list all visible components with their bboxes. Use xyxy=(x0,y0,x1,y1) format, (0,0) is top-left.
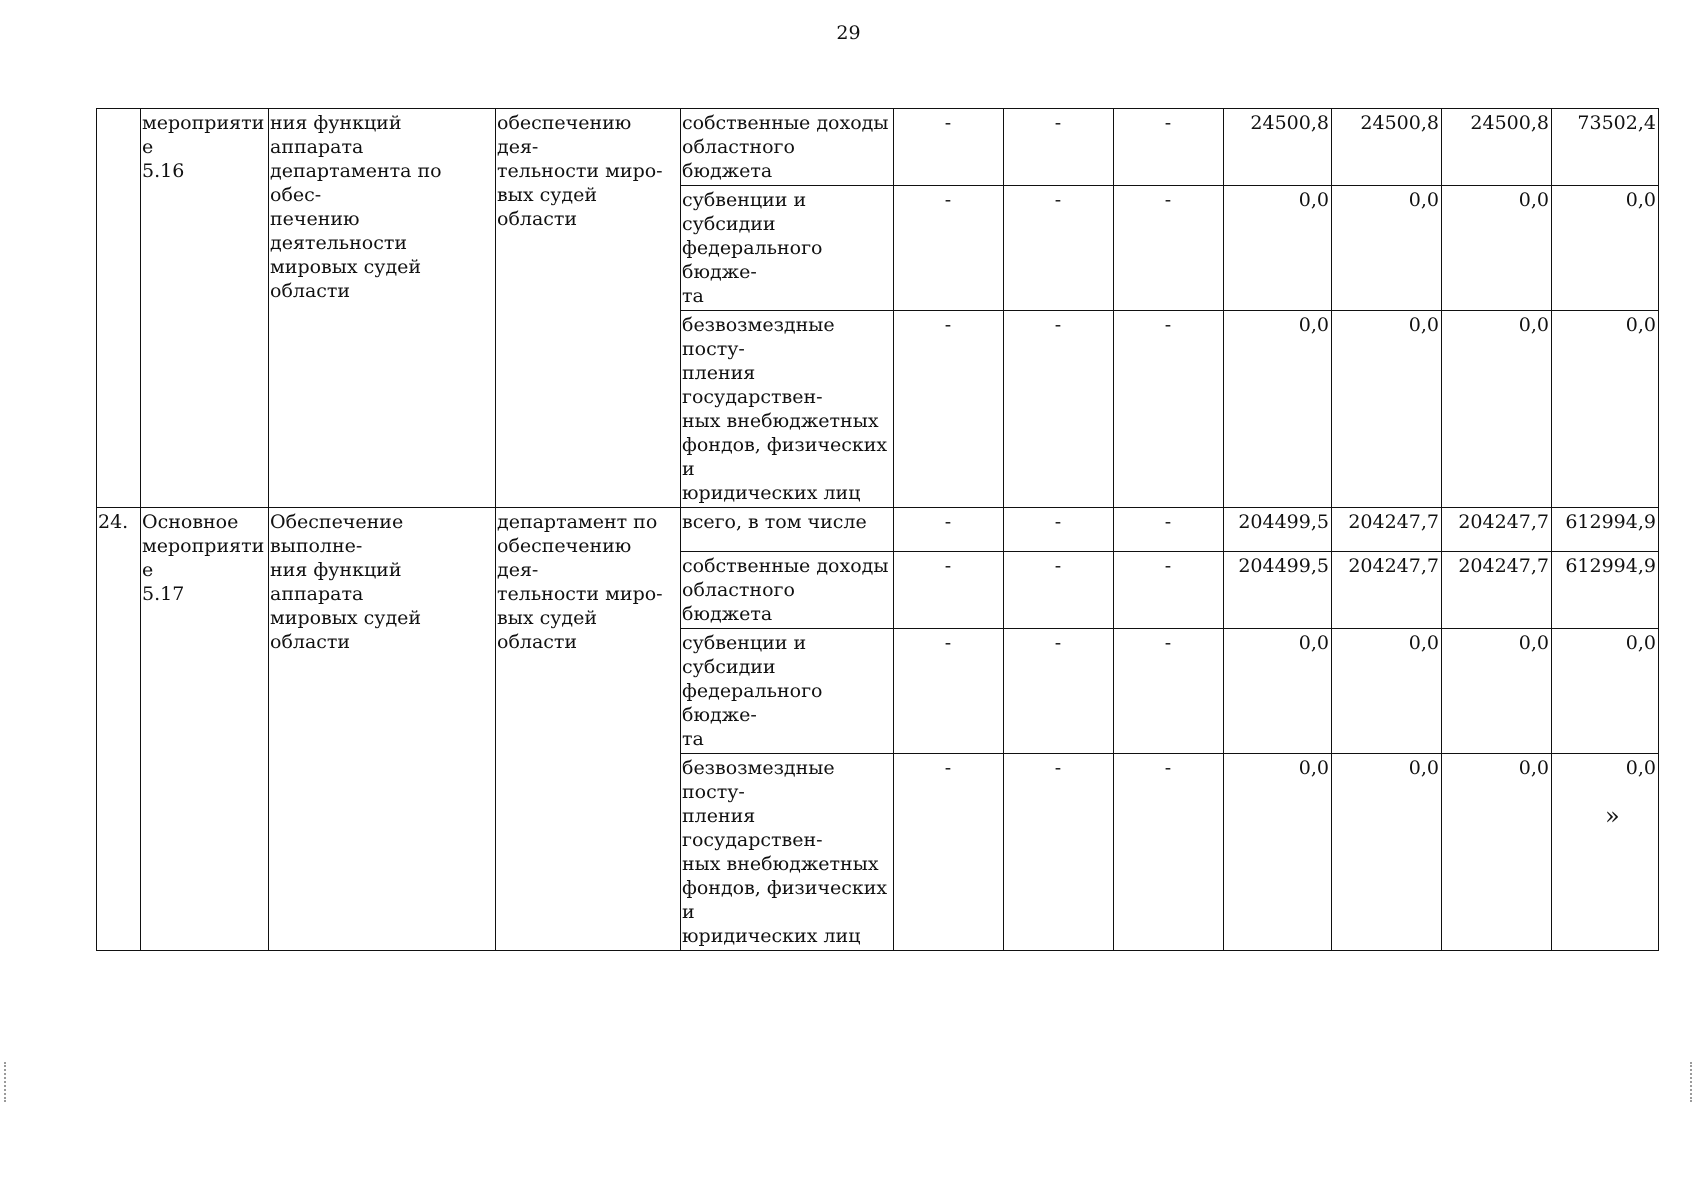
measure-description xyxy=(269,508,496,951)
value-cell: 0,0 xyxy=(1332,186,1442,311)
value-cell: - xyxy=(1004,552,1114,629)
total-cell: 0,0 xyxy=(1552,754,1659,951)
value-cell: 204247,7 xyxy=(1442,508,1552,552)
value-cell: 0,0 xyxy=(1224,629,1332,754)
value-cell: 0,0 xyxy=(1442,186,1552,311)
value-cell: 0,0 xyxy=(1224,311,1332,508)
value-cell: - xyxy=(894,508,1004,552)
value-cell: - xyxy=(1004,629,1114,754)
value-cell: 0,0 xyxy=(1442,629,1552,754)
closing-quote: » xyxy=(1605,802,1620,830)
total-cell: 0,0 xyxy=(1552,186,1659,311)
table-row xyxy=(97,508,1659,552)
executor-cell-text: департамент по обеспечению дея- тельности миро- вых судей области xyxy=(497,511,663,653)
row-index-text: 24. xyxy=(98,511,129,533)
measure-description-text: ния функций аппарата департамента по обес- печению деятельности мировых судей области xyxy=(270,112,442,302)
value-cell: - xyxy=(894,754,1004,951)
total-cell: 0,0 xyxy=(1552,629,1659,754)
value-cell: - xyxy=(1004,754,1114,951)
value-cell: - xyxy=(1004,508,1114,552)
value-cell: - xyxy=(894,109,1004,186)
value-cell: 204499,5 xyxy=(1224,508,1332,552)
funding-source: собственные доходы областного бюджета xyxy=(681,109,894,186)
value-cell: 24500,8 xyxy=(1332,109,1442,186)
funding-source: всего, в том числе xyxy=(681,508,894,552)
value-cell: 204247,7 xyxy=(1332,552,1442,629)
executor-cell xyxy=(496,109,681,508)
value-cell: 0,0 xyxy=(1442,754,1552,951)
value-cell: - xyxy=(894,186,1004,311)
scan-edge-mark-right xyxy=(1690,1062,1692,1102)
value-cell: 0,0 xyxy=(1224,754,1332,951)
funding-source: субвенции и субсидии федерального бюдже- та xyxy=(681,186,894,311)
value-cell: 24500,8 xyxy=(1442,109,1552,186)
budget-table xyxy=(96,108,1659,951)
funding-source: безвозмездные посту- пления государствен- ных внебюджетных фондов, физических и юридических лиц xyxy=(681,311,894,508)
value-cell: 0,0 xyxy=(1224,186,1332,311)
value-cell: - xyxy=(1114,629,1224,754)
value-cell: 0,0 xyxy=(1442,311,1552,508)
value-cell: - xyxy=(894,552,1004,629)
value-cell: - xyxy=(894,629,1004,754)
row-index xyxy=(97,109,141,508)
value-cell: 24500,8 xyxy=(1224,109,1332,186)
measure-title xyxy=(141,109,269,508)
value-cell: 204247,7 xyxy=(1442,552,1552,629)
measure-title-text: мероприятие 5.16 xyxy=(142,112,265,182)
total-cell: 612994,9 xyxy=(1552,508,1659,552)
measure-title xyxy=(141,508,269,951)
value-cell: 204247,7 xyxy=(1332,508,1442,552)
value-cell: 0,0 xyxy=(1332,629,1442,754)
scan-edge-mark-left xyxy=(4,1062,6,1102)
funding-source: безвозмездные посту- пления государствен- ных внебюджетных фондов, физических и юридических лиц xyxy=(681,754,894,951)
value-cell: - xyxy=(1004,109,1114,186)
measure-title-text: Основное мероприятие 5.17 xyxy=(142,511,265,605)
value-cell: 204499,5 xyxy=(1224,552,1332,629)
value-cell: - xyxy=(1114,552,1224,629)
measure-description xyxy=(269,109,496,508)
executor-cell-text: обеспечению дея- тельности миро- вых судей области xyxy=(497,112,663,230)
page-number: 29 xyxy=(836,22,861,44)
total-cell: 0,0 xyxy=(1552,311,1659,508)
executor-cell xyxy=(496,508,681,951)
value-cell: - xyxy=(1114,508,1224,552)
value-cell: - xyxy=(1004,311,1114,508)
total-cell: 73502,4 xyxy=(1552,109,1659,186)
value-cell: - xyxy=(1114,311,1224,508)
value-cell: - xyxy=(1114,186,1224,311)
row-index xyxy=(97,508,141,951)
funding-source: собственные доходы областного бюджета xyxy=(681,552,894,629)
table-row xyxy=(97,109,1659,186)
value-cell: - xyxy=(894,311,1004,508)
total-cell: 612994,9 xyxy=(1552,552,1659,629)
measure-description-text: Обеспечение выполне- ния функций аппарата мировых судей области xyxy=(270,511,422,653)
budget-table-body xyxy=(97,109,1659,951)
value-cell: 0,0 xyxy=(1332,754,1442,951)
value-cell: 0,0 xyxy=(1332,311,1442,508)
value-cell: - xyxy=(1004,186,1114,311)
value-cell: - xyxy=(1114,754,1224,951)
value-cell: - xyxy=(1114,109,1224,186)
funding-source: субвенции и субсидии федерального бюдже- та xyxy=(681,629,894,754)
